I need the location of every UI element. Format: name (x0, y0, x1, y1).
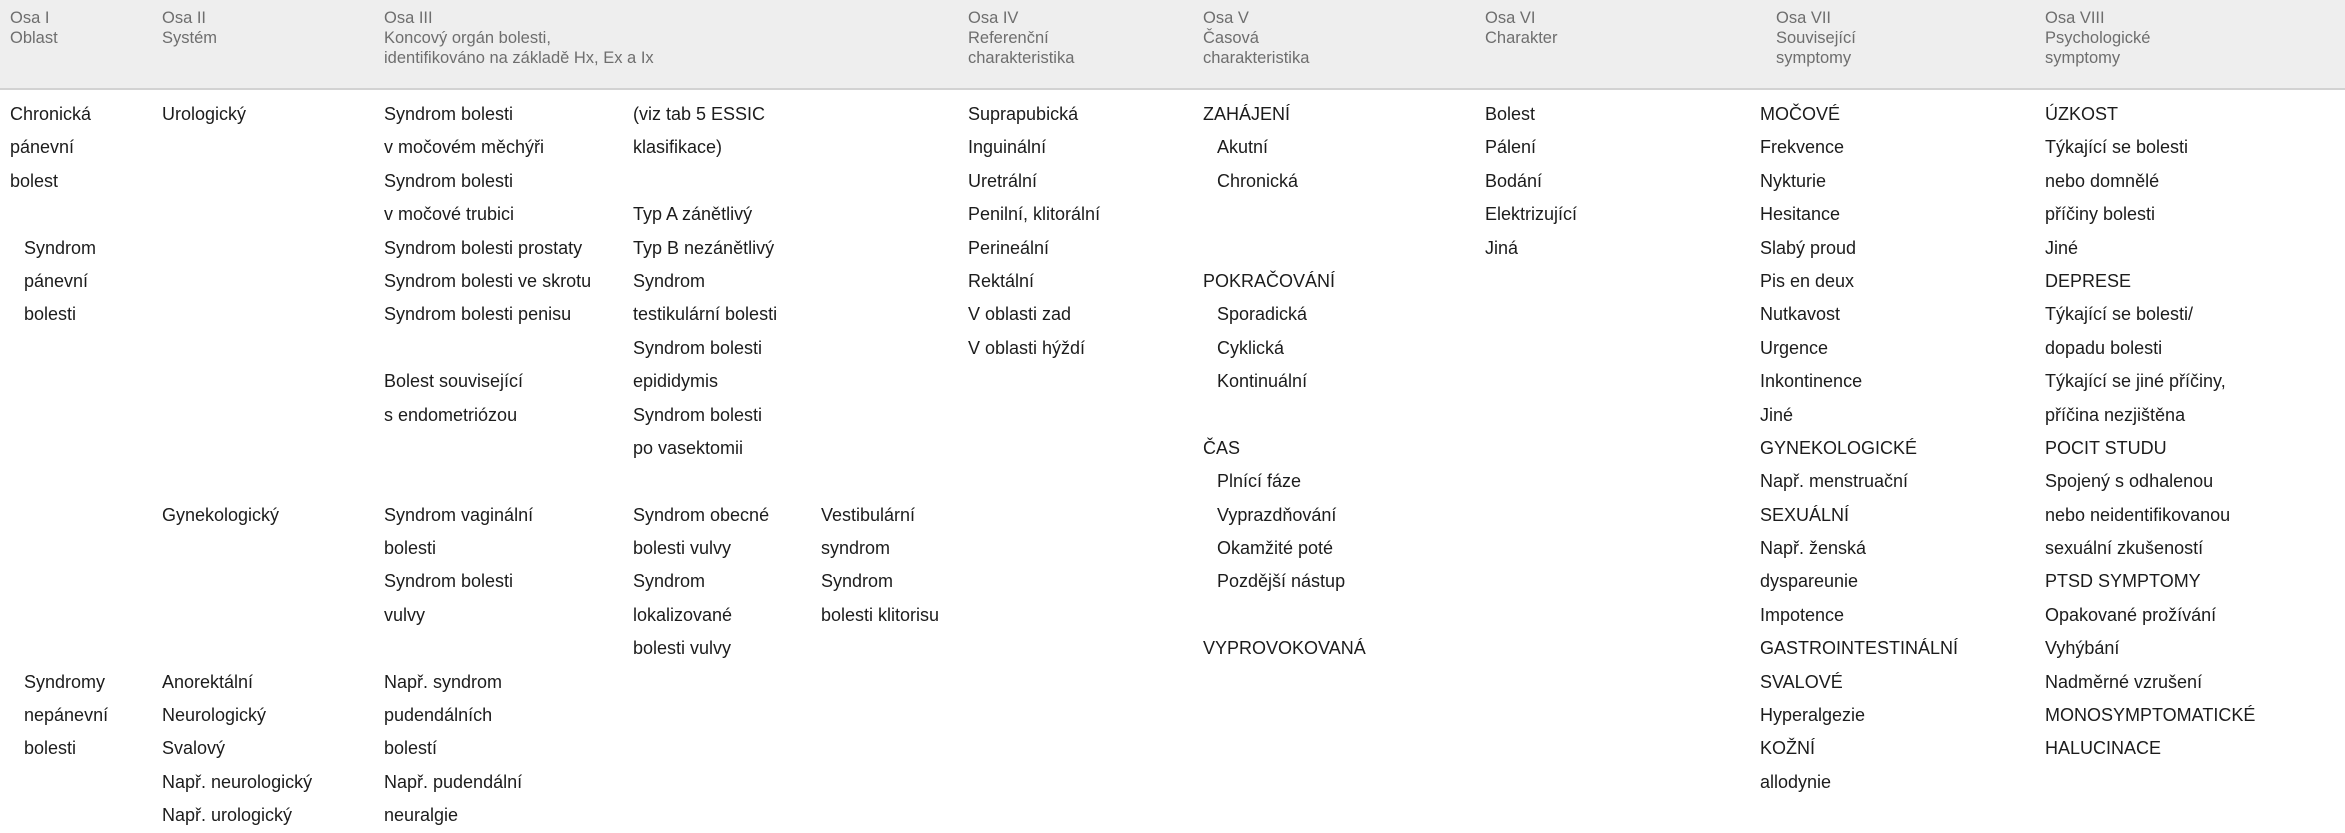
cell-line (821, 465, 939, 498)
cell-line (384, 465, 591, 498)
cell-line (821, 131, 939, 164)
cell-line: vulvy (384, 604, 426, 625)
header-line: Časová (1203, 29, 1259, 47)
cell-line: Perineální (968, 237, 1050, 258)
cell-line: Bolest (1485, 104, 1536, 124)
column-osa-2 (162, 98, 312, 833)
cell-line: Inguinální (968, 137, 1047, 158)
header-line: Osa III (384, 9, 433, 27)
header-line: Osa VIII (2045, 9, 2105, 27)
header-line: Koncový orgán bolesti, (384, 29, 551, 47)
cell-line (162, 632, 312, 665)
cell-line: Plnící fáze (1217, 471, 1302, 492)
cell-line: Jiné (2045, 237, 2079, 258)
cell-line: MOČOVÉ (1760, 104, 1841, 124)
cell-line (10, 332, 108, 365)
cell-line (162, 532, 312, 565)
cell-line: Bodání (1485, 170, 1543, 191)
cell-line: Chronická (10, 104, 92, 124)
cell-line: testikulární bolesti (633, 304, 778, 325)
cell-line: Např. neurologický (162, 771, 313, 792)
cell-line: Typ B nezánětlivý (633, 237, 775, 258)
cell-line: Např. urologický (162, 805, 293, 826)
cell-line: lokalizované (633, 604, 733, 625)
header-line: Systém (162, 29, 218, 47)
cell-line: pánevní (24, 270, 89, 291)
cell-line: Syndrom (633, 270, 706, 291)
cell-line: Nutkavost (1760, 304, 1841, 325)
cell-line: Vyhýbání (2045, 638, 2120, 659)
cell-line: Urgence (1760, 337, 1829, 358)
header-osa-1 (10, 8, 58, 48)
cell-line: Syndrom obecné (633, 504, 770, 525)
header-line: Charakter (1485, 29, 1558, 47)
column-osa-3-vulva-subtypes (821, 98, 939, 632)
cell-line: Např. syndrom (384, 671, 503, 692)
cell-line: SEXUÁLNÍ (1760, 504, 1850, 525)
cell-line: (viz tab 5 ESSIC (633, 104, 766, 124)
column-osa-7 (1760, 98, 1958, 799)
cell-line: pánevní (10, 137, 75, 158)
cell-line (1203, 599, 1366, 632)
cell-line: HALUCINACE (2045, 738, 2162, 759)
cell-line: Syndrom bolesti (384, 571, 514, 592)
cell-line (10, 499, 108, 532)
column-osa-1 (10, 98, 108, 766)
cell-line: ČAS (1203, 437, 1241, 458)
cell-line: POCIT STUDU (2045, 437, 2167, 458)
cell-line: příčiny bolesti (2045, 204, 2156, 225)
cell-line: Typ A zánětlivý (633, 204, 753, 225)
cell-line: Syndrom bolesti penisu (384, 304, 572, 325)
cell-line (10, 399, 108, 432)
cell-line: Syndrom bolesti (633, 404, 763, 425)
cell-line: POKRAČOVÁNÍ (1203, 270, 1336, 291)
cell-line: s endometriózou (384, 404, 518, 425)
header-line: Oblast (10, 29, 58, 47)
cell-line (821, 365, 939, 398)
cell-line: Rektální (968, 270, 1035, 291)
cell-line: Pálení (1485, 137, 1537, 158)
cell-line: ÚZKOST (2045, 104, 2119, 124)
header-line: Související (1776, 29, 1856, 47)
cell-line: Neurologický (162, 705, 267, 726)
cell-line: Gynekologický (162, 504, 280, 525)
header-osa-3 (384, 8, 654, 68)
cell-line: Penilní, klitorální (968, 204, 1101, 225)
cell-line: Anorektální (162, 671, 254, 692)
cell-line: nebo neidentifikovanou (2045, 504, 2231, 525)
cell-line (821, 232, 939, 265)
cell-line: Akutní (1217, 137, 1269, 158)
cell-line: po vasektomii (633, 437, 744, 458)
cell-line (384, 332, 591, 365)
cell-line: dopadu bolesti (2045, 337, 2163, 358)
header-line: identifikováno na základě Hx, Ex a Ix (384, 49, 654, 67)
cell-line (162, 465, 312, 498)
cell-line: Syndrom bolesti (384, 170, 514, 191)
cell-line (10, 432, 108, 465)
cell-line: bolesti (24, 738, 77, 759)
cell-line (162, 265, 312, 298)
header-osa-7 (1776, 8, 1856, 68)
cell-line (821, 165, 939, 198)
cell-line: Vyprazdňování (1217, 504, 1337, 525)
header-line: Osa VI (1485, 9, 1536, 27)
cell-line (633, 465, 777, 498)
cell-line: Inkontinence (1760, 371, 1863, 392)
cell-line: Vestibulární (821, 504, 916, 525)
cell-line (162, 432, 312, 465)
cell-line (1203, 198, 1366, 231)
cell-line: Syndrom (821, 571, 894, 592)
cell-line (10, 532, 108, 565)
cell-line (821, 399, 939, 432)
cell-line: Nykturie (1760, 170, 1827, 191)
header-line: Osa V (1203, 9, 1249, 27)
cell-line: dyspareunie (1760, 571, 1859, 592)
cell-line: SVALOVÉ (1760, 671, 1843, 692)
cell-line (162, 131, 312, 164)
cell-line (384, 632, 591, 665)
cell-line: Týkající se jiné příčiny, (2045, 371, 2226, 392)
cell-line (821, 432, 939, 465)
cell-line: V oblasti hýždí (968, 337, 1086, 358)
column-osa-3 (384, 98, 591, 833)
header-band (0, 0, 2345, 90)
cell-line: allodynie (1760, 771, 1832, 792)
cell-line: Jiné (1760, 404, 1794, 425)
cell-line: GYNEKOLOGICKÉ (1760, 437, 1918, 458)
cell-line: bolesti (24, 304, 77, 325)
header-line: Osa VII (1776, 9, 1832, 27)
column-osa-6 (1485, 98, 1577, 265)
cell-line: Syndrom bolesti (384, 104, 514, 124)
cell-line: sexuální zkušeností (2045, 538, 2204, 559)
header-osa-5 (1203, 8, 1309, 68)
cell-line: VYPROVOKOVANÁ (1203, 638, 1366, 659)
cell-line (821, 198, 939, 231)
cell-line: bolest (10, 170, 59, 191)
header-line: charakteristika (1203, 49, 1310, 67)
cell-line: PTSD SYMPTOMY (2045, 571, 2201, 592)
cell-line (10, 599, 108, 632)
cell-line: Hyperalgezie (1760, 705, 1866, 726)
cell-line (821, 298, 939, 331)
cell-line: bolesti (384, 538, 437, 559)
cell-line: v močovém měchýři (384, 137, 545, 158)
column-osa-3-subtypes (633, 98, 777, 666)
cell-line: syndrom (821, 538, 891, 559)
cell-line: Jiná (1485, 237, 1519, 258)
cell-line: Kontinuální (1217, 371, 1308, 392)
cell-line: Např. pudendální (384, 771, 523, 792)
cell-line: Syndrom vaginální (384, 504, 534, 525)
cell-line (162, 365, 312, 398)
cell-line (162, 565, 312, 598)
cell-line (162, 332, 312, 365)
cell-line: Syndrom bolesti ve skrotu (384, 270, 592, 291)
cell-line (10, 465, 108, 498)
cell-line: Týkající se bolesti/ (2045, 304, 2194, 325)
header-osa-2 (162, 8, 217, 48)
header-line: Osa IV (968, 9, 1019, 27)
cell-line (821, 98, 939, 131)
cell-line: Svalový (162, 738, 226, 759)
cell-line: Uretrální (968, 170, 1038, 191)
cell-line: bolesti vulvy (633, 638, 732, 659)
cell-line: bolestí (384, 738, 438, 759)
header-line: symptomy (1776, 49, 1852, 67)
cell-line: DEPRESE (2045, 270, 2132, 291)
cell-line: klasifikace) (633, 137, 723, 158)
cell-line: Slabý proud (1760, 237, 1857, 258)
header-osa-6 (1485, 8, 1557, 48)
cell-line: pudendálních (384, 705, 493, 726)
header-line: Referenční (968, 29, 1049, 47)
cell-line: Např. menstruační (1760, 471, 1909, 492)
cell-line (10, 632, 108, 665)
cell-line: Pis en deux (1760, 270, 1855, 291)
cell-line: KOŽNÍ (1760, 738, 1816, 759)
cell-line: Sporadická (1217, 304, 1308, 325)
cell-line (162, 298, 312, 331)
cell-line (162, 232, 312, 265)
cell-line: Pozdější nástup (1217, 571, 1346, 592)
cell-line (162, 399, 312, 432)
cell-line: Impotence (1760, 604, 1845, 625)
cell-line: V oblasti zad (968, 304, 1072, 325)
cell-line (1203, 232, 1366, 265)
cell-line: ZAHÁJENÍ (1203, 104, 1291, 124)
cell-line (633, 165, 777, 198)
cell-line: Nadměrné vzrušení (2045, 671, 2203, 692)
cell-line: Syndromy (24, 671, 106, 692)
cell-line: Např. ženská (1760, 538, 1867, 559)
header-line: Osa II (162, 9, 207, 27)
header-line: Psychologické (2045, 29, 2151, 47)
cell-line: Syndrom bolesti (633, 337, 763, 358)
cell-line: Syndrom bolesti prostaty (384, 237, 583, 258)
cell-line: Frekvence (1760, 137, 1845, 158)
cell-line: Chronická (1217, 170, 1299, 191)
column-osa-5 (1203, 98, 1366, 666)
cell-line: MONOSYMPTOMATICKÉ (2045, 705, 2256, 726)
cell-line: Urologický (162, 104, 247, 124)
cell-line: nebo domnělé (2045, 170, 2160, 191)
cell-line (162, 599, 312, 632)
cell-line (162, 165, 312, 198)
cell-line (10, 198, 108, 231)
cell-line: Okamžité poté (1217, 538, 1334, 559)
cell-line (821, 265, 939, 298)
cell-line (1203, 399, 1366, 432)
cell-line: Spojený s odhalenou (2045, 471, 2214, 492)
header-line: charakteristika (968, 49, 1075, 67)
cell-line (162, 198, 312, 231)
cell-line: Hesitance (1760, 204, 1841, 225)
cell-line: v močové trubici (384, 204, 515, 225)
cell-line: příčina nezjištěna (2045, 404, 2186, 425)
column-osa-8 (2045, 98, 2255, 766)
cell-line: GASTROINTESTINÁLNÍ (1760, 638, 1959, 659)
cell-line: Elektrizující (1485, 204, 1578, 225)
cell-line: Suprapubická (968, 104, 1079, 124)
header-osa-4 (968, 8, 1074, 68)
header-osa-8 (2045, 8, 2150, 68)
column-osa-4 (968, 98, 1100, 365)
cell-line: epididymis (633, 371, 719, 392)
header-line: symptomy (2045, 49, 2121, 67)
cell-line (10, 365, 108, 398)
cell-line (384, 432, 591, 465)
cell-line: Bolest související (384, 371, 524, 392)
cell-line (821, 332, 939, 365)
cell-line: Syndrom (24, 237, 97, 258)
cell-line: Týkající se bolesti (2045, 137, 2189, 158)
cell-line: neuralgie (384, 805, 459, 826)
cell-line: nepánevní (24, 705, 109, 726)
cell-line: Syndrom (633, 571, 706, 592)
header-line: Osa I (10, 9, 50, 27)
cell-line (10, 565, 108, 598)
cell-line: Cyklická (1217, 337, 1285, 358)
cell-line: bolesti klitorisu (821, 604, 940, 625)
cell-line: Opakované prožívání (2045, 604, 2217, 625)
cell-line: bolesti vulvy (633, 538, 732, 559)
